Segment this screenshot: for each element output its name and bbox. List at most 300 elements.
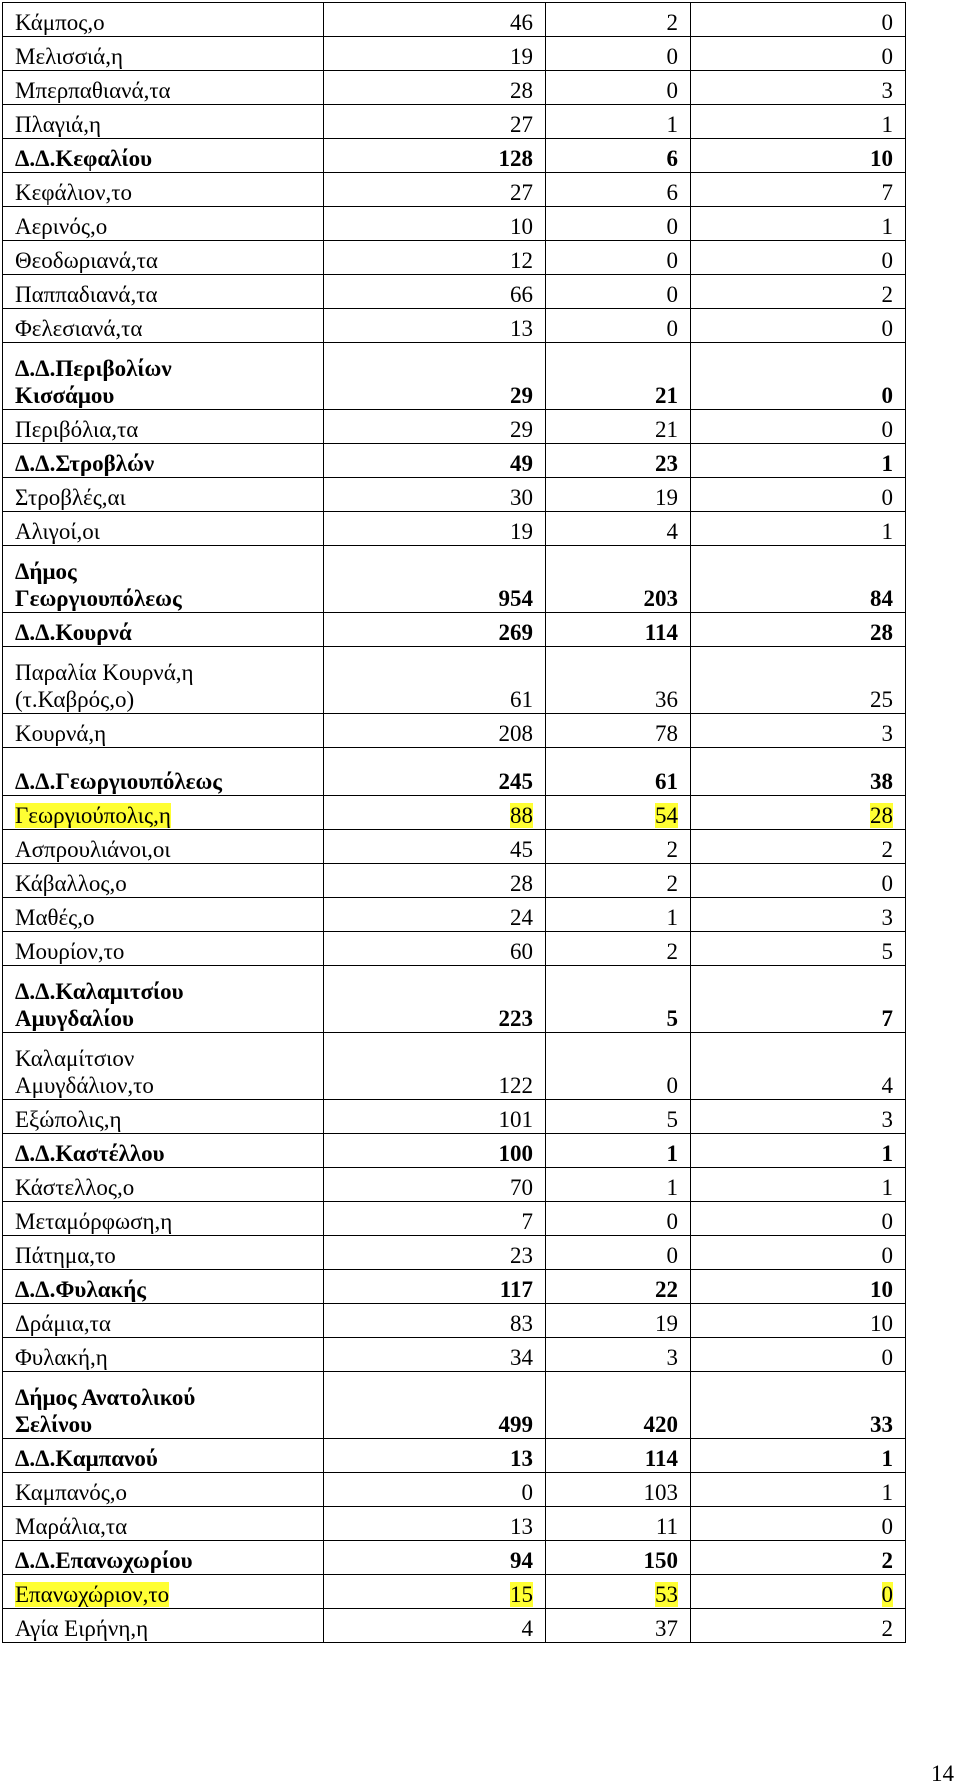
value-3: 1 (881, 1446, 893, 1471)
value-cell-1 (324, 714, 546, 748)
row-name-cell (3, 410, 324, 444)
value-1: 29 (510, 383, 533, 408)
table-row-subtotal (3, 139, 906, 173)
value-cell-1 (324, 748, 546, 796)
value-cell-1 (324, 173, 546, 207)
value-cell-3 (691, 898, 906, 932)
value-3: 3 (881, 905, 893, 930)
value-2: 21 (655, 383, 678, 408)
value-2: 5 (666, 1006, 678, 1031)
value-cell-3 (691, 1575, 906, 1609)
value-2: 0 (666, 248, 678, 273)
row-name: Μαθές,ο (15, 905, 95, 930)
row-name-cell (3, 1270, 324, 1304)
value-cell-3 (691, 1134, 906, 1168)
table-row-subtotal (3, 613, 906, 647)
value-1: 28 (510, 78, 533, 103)
value-cell-2 (546, 546, 691, 613)
value-cell-1 (324, 275, 546, 309)
value-3: 0 (881, 417, 893, 442)
value-cell-1 (324, 1338, 546, 1372)
value-cell-3 (691, 1439, 906, 1473)
value-3: 0 (881, 1209, 893, 1234)
value-cell-1 (324, 1033, 546, 1100)
value-cell-2 (546, 647, 691, 714)
value-cell-3 (691, 714, 906, 748)
value-3: 10 (870, 1277, 893, 1302)
value-cell-2 (546, 1338, 691, 1372)
row-name-cell (3, 173, 324, 207)
value-cell-2 (546, 173, 691, 207)
value-3: 0 (881, 1514, 893, 1539)
value-cell-3 (691, 1304, 906, 1338)
value-cell-3 (691, 546, 906, 613)
value-cell-3 (691, 1270, 906, 1304)
table-row (3, 241, 906, 275)
row-name-cell (3, 1033, 324, 1100)
value-cell-2 (546, 1168, 691, 1202)
table-row (3, 796, 906, 830)
row-name: Εξώπολις,η (15, 1107, 122, 1132)
table-row (3, 71, 906, 105)
value-cell-2 (546, 1033, 691, 1100)
row-name-cell (3, 241, 324, 275)
value-2: 5 (666, 1107, 678, 1132)
value-2: 53 (655, 1582, 678, 1607)
value-3: 28 (870, 620, 893, 645)
table-row (3, 173, 906, 207)
value-2: 0 (666, 44, 678, 69)
value-cell-1 (324, 241, 546, 275)
row-name: Δ.Δ.Κουρνά (15, 620, 132, 645)
value-2: 22 (655, 1277, 678, 1302)
table-row (3, 1033, 906, 1100)
value-cell-3 (691, 207, 906, 241)
row-name: Καμπανός,ο (15, 1480, 128, 1505)
value-3: 33 (870, 1412, 893, 1437)
row-name-cell (3, 546, 324, 613)
value-cell-3 (691, 444, 906, 478)
table-row (3, 1575, 906, 1609)
value-2: 3 (666, 1345, 678, 1370)
value-3: 0 (881, 1345, 893, 1370)
table-row (3, 37, 906, 71)
row-name-cell (3, 1100, 324, 1134)
value-cell-2 (546, 478, 691, 512)
row-name: Αλιγοί,οι (15, 519, 100, 544)
value-cell-2 (546, 1372, 691, 1439)
value-1: 49 (510, 451, 533, 476)
value-2: 37 (655, 1616, 678, 1641)
value-2: 6 (666, 146, 678, 171)
value-cell-1 (324, 309, 546, 343)
value-cell-2 (546, 444, 691, 478)
value-cell-2 (546, 966, 691, 1033)
table-row-subtotal (3, 1541, 906, 1575)
value-cell-3 (691, 410, 906, 444)
value-cell-1 (324, 207, 546, 241)
value-cell-2 (546, 1100, 691, 1134)
row-name: Καλαμίτσιον Αμυγδάλιον,το (15, 1046, 154, 1098)
table-row (3, 3, 906, 37)
table-row (3, 1168, 906, 1202)
value-cell-2 (546, 1439, 691, 1473)
row-name-cell (3, 1439, 324, 1473)
row-name: Κουρνά,η (15, 721, 107, 746)
value-2: 1 (666, 905, 678, 930)
value-1: 7 (521, 1209, 533, 1234)
value-3: 3 (881, 1107, 893, 1132)
value-3: 0 (881, 316, 893, 341)
value-cell-2 (546, 1134, 691, 1168)
value-cell-2 (546, 71, 691, 105)
row-name-cell (3, 864, 324, 898)
row-name: Κεφάλιον,το (15, 180, 133, 205)
value-1: 245 (498, 769, 533, 794)
row-name: Δ.Δ.Φυλακής (15, 1277, 147, 1302)
table-row (3, 478, 906, 512)
value-cell-3 (691, 748, 906, 796)
value-cell-1 (324, 1100, 546, 1134)
table-row-subtotal (3, 1134, 906, 1168)
value-cell-3 (691, 3, 906, 37)
value-3: 0 (881, 383, 893, 408)
value-cell-1 (324, 1575, 546, 1609)
table-row (3, 1507, 906, 1541)
value-cell-2 (546, 207, 691, 241)
value-3: 0 (881, 10, 893, 35)
value-2: 19 (655, 485, 678, 510)
value-2: 2 (666, 939, 678, 964)
value-2: 2 (666, 10, 678, 35)
value-3: 7 (881, 180, 893, 205)
value-1: 28 (510, 871, 533, 896)
table-row (3, 647, 906, 714)
value-1: 27 (510, 112, 533, 137)
value-2: 1 (666, 1175, 678, 1200)
value-cell-3 (691, 241, 906, 275)
value-cell-1 (324, 3, 546, 37)
value-3: 5 (881, 939, 893, 964)
value-2: 0 (666, 282, 678, 307)
value-1: 12 (510, 248, 533, 273)
row-name: Δ.Δ.Γεωργιουπόλεως (15, 769, 222, 794)
value-1: 13 (510, 1514, 533, 1539)
row-name: Κάβαλλος,ο (15, 871, 127, 896)
value-cell-1 (324, 343, 546, 410)
value-cell-3 (691, 173, 906, 207)
row-name-cell (3, 1507, 324, 1541)
table-row (3, 864, 906, 898)
value-3: 1 (881, 451, 893, 476)
value-3: 2 (881, 837, 893, 862)
value-1: 24 (510, 905, 533, 930)
value-cell-3 (691, 37, 906, 71)
row-name-cell (3, 309, 324, 343)
value-1: 101 (498, 1107, 533, 1132)
row-name: Περιβόλια,τα (15, 417, 139, 442)
value-2: 103 (643, 1480, 678, 1505)
value-cell-2 (546, 1304, 691, 1338)
value-2: 420 (643, 1412, 678, 1437)
row-name: Δ.Δ.Καλαμιτσίου Αμυγδαλίου (15, 979, 184, 1031)
value-1: 29 (510, 417, 533, 442)
value-1: 100 (498, 1141, 533, 1166)
value-cell-3 (691, 1372, 906, 1439)
value-cell-2 (546, 898, 691, 932)
table-row-subtotal (3, 748, 906, 796)
table-row (3, 207, 906, 241)
value-cell-1 (324, 932, 546, 966)
value-1: 10 (510, 214, 533, 239)
value-3: 0 (881, 1582, 893, 1607)
row-name-cell (3, 71, 324, 105)
value-2: 21 (655, 417, 678, 442)
table-row (3, 1473, 906, 1507)
row-name: Πάτημα,το (15, 1243, 116, 1268)
value-cell-2 (546, 1202, 691, 1236)
settlement-table (2, 2, 906, 1643)
table-row (3, 309, 906, 343)
value-1: 13 (510, 316, 533, 341)
row-name: Δ.Δ.Καμπανού (15, 1446, 158, 1471)
table-row (3, 714, 906, 748)
row-name: Επανωχώριον,το (15, 1582, 170, 1607)
value-1: 83 (510, 1311, 533, 1336)
row-name-cell (3, 714, 324, 748)
row-name: Γεωργιούπολις,η (15, 803, 171, 828)
value-cell-1 (324, 1372, 546, 1439)
value-2: 0 (666, 78, 678, 103)
value-3: 1 (881, 1480, 893, 1505)
row-name: Κάμπος,ο (15, 10, 105, 35)
value-1: 122 (498, 1073, 533, 1098)
table-row (3, 932, 906, 966)
value-cell-1 (324, 898, 546, 932)
row-name: Μουρίον,το (15, 939, 125, 964)
value-1: 30 (510, 485, 533, 510)
value-cell-1 (324, 1609, 546, 1643)
value-3: 38 (870, 769, 893, 794)
value-2: 1 (666, 112, 678, 137)
value-cell-1 (324, 1541, 546, 1575)
value-3: 2 (881, 1548, 893, 1573)
row-name-cell (3, 207, 324, 241)
value-cell-3 (691, 966, 906, 1033)
row-name: Φελεσιανά,τα (15, 316, 143, 341)
value-cell-3 (691, 512, 906, 546)
value-2: 2 (666, 837, 678, 862)
row-name-cell (3, 37, 324, 71)
value-cell-3 (691, 613, 906, 647)
row-name-cell (3, 932, 324, 966)
row-name-cell (3, 1609, 324, 1643)
table-row (3, 1100, 906, 1134)
row-name-cell (3, 966, 324, 1033)
value-cell-1 (324, 105, 546, 139)
value-cell-1 (324, 139, 546, 173)
row-name: Δ.Δ.Στροβλών (15, 451, 155, 476)
table-row-subtotal (3, 546, 906, 613)
value-cell-2 (546, 1236, 691, 1270)
row-name: Παππαδιανά,τα (15, 282, 158, 307)
value-cell-3 (691, 343, 906, 410)
value-1: 70 (510, 1175, 533, 1200)
value-cell-2 (546, 864, 691, 898)
value-1: 223 (498, 1006, 533, 1031)
value-1: 19 (510, 519, 533, 544)
value-cell-1 (324, 444, 546, 478)
value-3: 2 (881, 1616, 893, 1641)
value-cell-2 (546, 613, 691, 647)
value-1: 19 (510, 44, 533, 69)
table-row (3, 1304, 906, 1338)
value-cell-3 (691, 1168, 906, 1202)
table-row-subtotal (3, 444, 906, 478)
row-name: Δ.Δ.Καστέλλου (15, 1141, 165, 1166)
value-2: 0 (666, 316, 678, 341)
value-cell-2 (546, 796, 691, 830)
row-name: Παραλία Κουρνά,η (τ.Καβρός,ο) (15, 660, 194, 712)
value-2: 54 (655, 803, 678, 828)
row-name: Μπερπαθιανά,τα (15, 78, 171, 103)
row-name: Μαράλια,τα (15, 1514, 128, 1539)
value-cell-2 (546, 105, 691, 139)
table-row (3, 1202, 906, 1236)
value-3: 3 (881, 78, 893, 103)
row-name-cell (3, 647, 324, 714)
row-name-cell (3, 898, 324, 932)
value-2: 114 (644, 1446, 678, 1471)
row-name-cell (3, 1202, 324, 1236)
row-name-cell (3, 1134, 324, 1168)
value-3: 0 (881, 871, 893, 896)
value-3: 1 (881, 112, 893, 137)
row-name: Δράμια,τα (15, 1311, 111, 1336)
value-1: 34 (510, 1345, 533, 1370)
value-cell-3 (691, 647, 906, 714)
value-3: 10 (870, 1311, 893, 1336)
value-1: 66 (510, 282, 533, 307)
value-1: 0 (521, 1480, 533, 1505)
value-cell-1 (324, 546, 546, 613)
value-cell-3 (691, 105, 906, 139)
value-cell-3 (691, 1033, 906, 1100)
value-cell-3 (691, 1541, 906, 1575)
value-3: 25 (870, 687, 893, 712)
value-cell-1 (324, 1473, 546, 1507)
value-cell-3 (691, 1609, 906, 1643)
value-2: 203 (643, 586, 678, 611)
value-cell-1 (324, 410, 546, 444)
value-cell-2 (546, 1473, 691, 1507)
row-name-cell (3, 478, 324, 512)
value-3: 0 (881, 1243, 893, 1268)
value-1: 4 (521, 1616, 533, 1641)
row-name: Δήμος Γεωργιουπόλεως (15, 559, 182, 611)
row-name-cell (3, 139, 324, 173)
value-1: 23 (510, 1243, 533, 1268)
value-cell-3 (691, 309, 906, 343)
value-cell-3 (691, 1338, 906, 1372)
value-cell-2 (546, 714, 691, 748)
value-2: 19 (655, 1311, 678, 1336)
row-name-cell (3, 1236, 324, 1270)
value-cell-3 (691, 478, 906, 512)
value-2: 0 (666, 1209, 678, 1234)
value-cell-1 (324, 1202, 546, 1236)
page-number: 14 (931, 1761, 954, 1786)
table-body (3, 3, 906, 1643)
value-2: 23 (655, 451, 678, 476)
value-cell-1 (324, 966, 546, 1033)
row-name-cell (3, 275, 324, 309)
value-1: 954 (498, 586, 533, 611)
value-3: 1 (881, 1141, 893, 1166)
value-cell-3 (691, 1473, 906, 1507)
value-cell-2 (546, 1507, 691, 1541)
value-2: 36 (655, 687, 678, 712)
value-1: 88 (510, 803, 533, 828)
row-name-cell (3, 1575, 324, 1609)
value-1: 117 (499, 1277, 533, 1302)
row-name: Αγία Ειρήνη,η (15, 1616, 149, 1641)
value-cell-3 (691, 796, 906, 830)
value-1: 15 (510, 1582, 533, 1607)
value-cell-1 (324, 1134, 546, 1168)
row-name-cell (3, 512, 324, 546)
value-2: 61 (655, 769, 678, 794)
value-cell-2 (546, 410, 691, 444)
value-3: 3 (881, 721, 893, 746)
value-cell-1 (324, 830, 546, 864)
value-1: 46 (510, 10, 533, 35)
row-name-cell (3, 343, 324, 410)
row-name: Δ.Δ.Επανωχωρίου (15, 1548, 193, 1573)
value-cell-3 (691, 830, 906, 864)
value-cell-3 (691, 71, 906, 105)
row-name-cell (3, 796, 324, 830)
value-cell-2 (546, 1609, 691, 1643)
value-3: 84 (870, 586, 893, 611)
table-row (3, 410, 906, 444)
value-1: 45 (510, 837, 533, 862)
table-row (3, 1609, 906, 1643)
value-cell-3 (691, 932, 906, 966)
value-cell-1 (324, 613, 546, 647)
row-name: Μεταμόρφωση,η (15, 1209, 173, 1234)
value-cell-1 (324, 71, 546, 105)
row-name: Θεοδωριανά,τα (15, 248, 158, 273)
value-cell-3 (691, 139, 906, 173)
table-row-subtotal (3, 1439, 906, 1473)
value-1: 13 (510, 1446, 533, 1471)
table-row (3, 275, 906, 309)
value-cell-2 (546, 275, 691, 309)
value-3: 0 (881, 485, 893, 510)
table-row (3, 830, 906, 864)
value-2: 1 (666, 1141, 678, 1166)
value-cell-1 (324, 37, 546, 71)
value-1: 269 (498, 620, 533, 645)
value-cell-2 (546, 309, 691, 343)
value-cell-2 (546, 932, 691, 966)
table-row (3, 512, 906, 546)
value-3: 1 (881, 214, 893, 239)
value-cell-1 (324, 1507, 546, 1541)
value-3: 1 (881, 519, 893, 544)
row-name-cell (3, 1168, 324, 1202)
